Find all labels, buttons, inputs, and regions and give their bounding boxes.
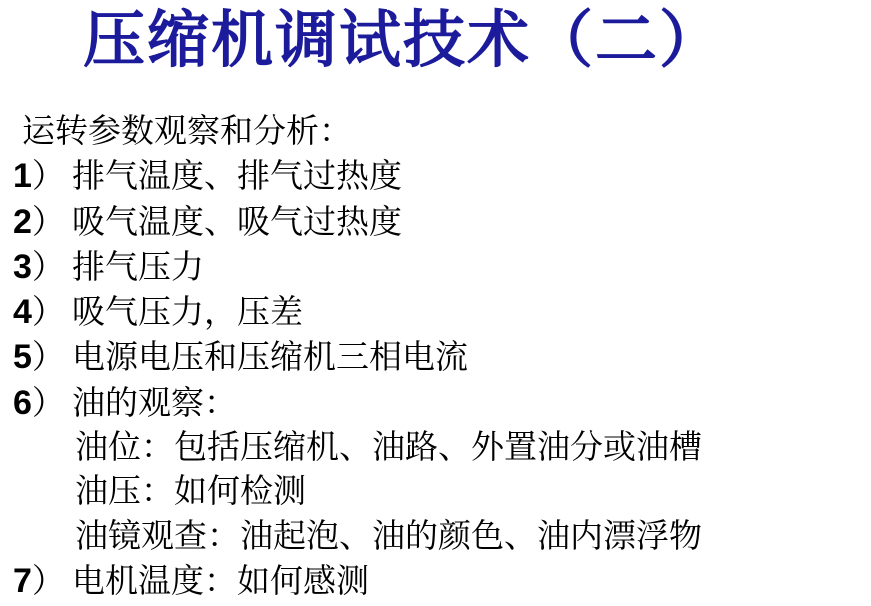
item-number [13, 381, 72, 426]
item-number-digit: 3 [13, 247, 32, 286]
item-number-paren: ） [31, 385, 65, 422]
item-number-paren: ） [31, 340, 65, 377]
item-number [13, 335, 72, 380]
list-sub-item [0, 515, 871, 559]
list-item [0, 381, 871, 426]
item-number-paren: ） [31, 249, 65, 286]
item-number-paren: ） [31, 295, 65, 332]
item-number-digit: 7 [13, 561, 32, 600]
item-text: 排气压力 [72, 249, 204, 286]
item-text: 吸气压力，压差 [72, 295, 303, 332]
item-number [13, 154, 72, 199]
list-item [0, 559, 871, 604]
item-number-digit: 4 [13, 293, 32, 332]
item-text: 油压：如何检测 [75, 474, 306, 511]
slide-body [0, 110, 871, 604]
slide-title: 压缩机调试技术（二） [83, 7, 724, 75]
list-item [0, 200, 871, 245]
item-number-paren: ） [31, 563, 65, 600]
list-sub-item [0, 470, 871, 514]
item-number-digit: 1 [13, 157, 32, 196]
item-number [13, 290, 72, 335]
list-item [0, 154, 871, 199]
list-item [0, 245, 871, 290]
item-text: 油镜观查：油起泡、油的颜色、油内漂浮物 [75, 518, 702, 555]
list-item [0, 290, 871, 335]
item-number-digit: 6 [13, 383, 32, 422]
item-number-digit: 2 [13, 202, 32, 241]
list-sub-item [0, 426, 871, 470]
item-text: 电机温度：如何感测 [72, 563, 369, 600]
item-number [13, 245, 72, 290]
item-text: 吸气温度、吸气过热度 [72, 204, 402, 241]
item-number-paren: ） [31, 159, 65, 196]
item-number-digit: 5 [13, 338, 32, 377]
list-item [0, 335, 871, 380]
item-number [13, 559, 72, 604]
item-text: 油的观察： [72, 385, 237, 422]
item-text: 油位：包括压缩机、油路、外置油分或油槽 [75, 430, 702, 467]
item-text: 电源电压和压缩机三相电流 [72, 340, 468, 377]
item-number [13, 200, 72, 245]
item-number-paren: ） [31, 204, 65, 241]
intro-line [0, 110, 871, 154]
item-text: 排气温度、排气过热度 [72, 159, 402, 196]
item-text: 运转参数观察和分析： [22, 114, 352, 150]
